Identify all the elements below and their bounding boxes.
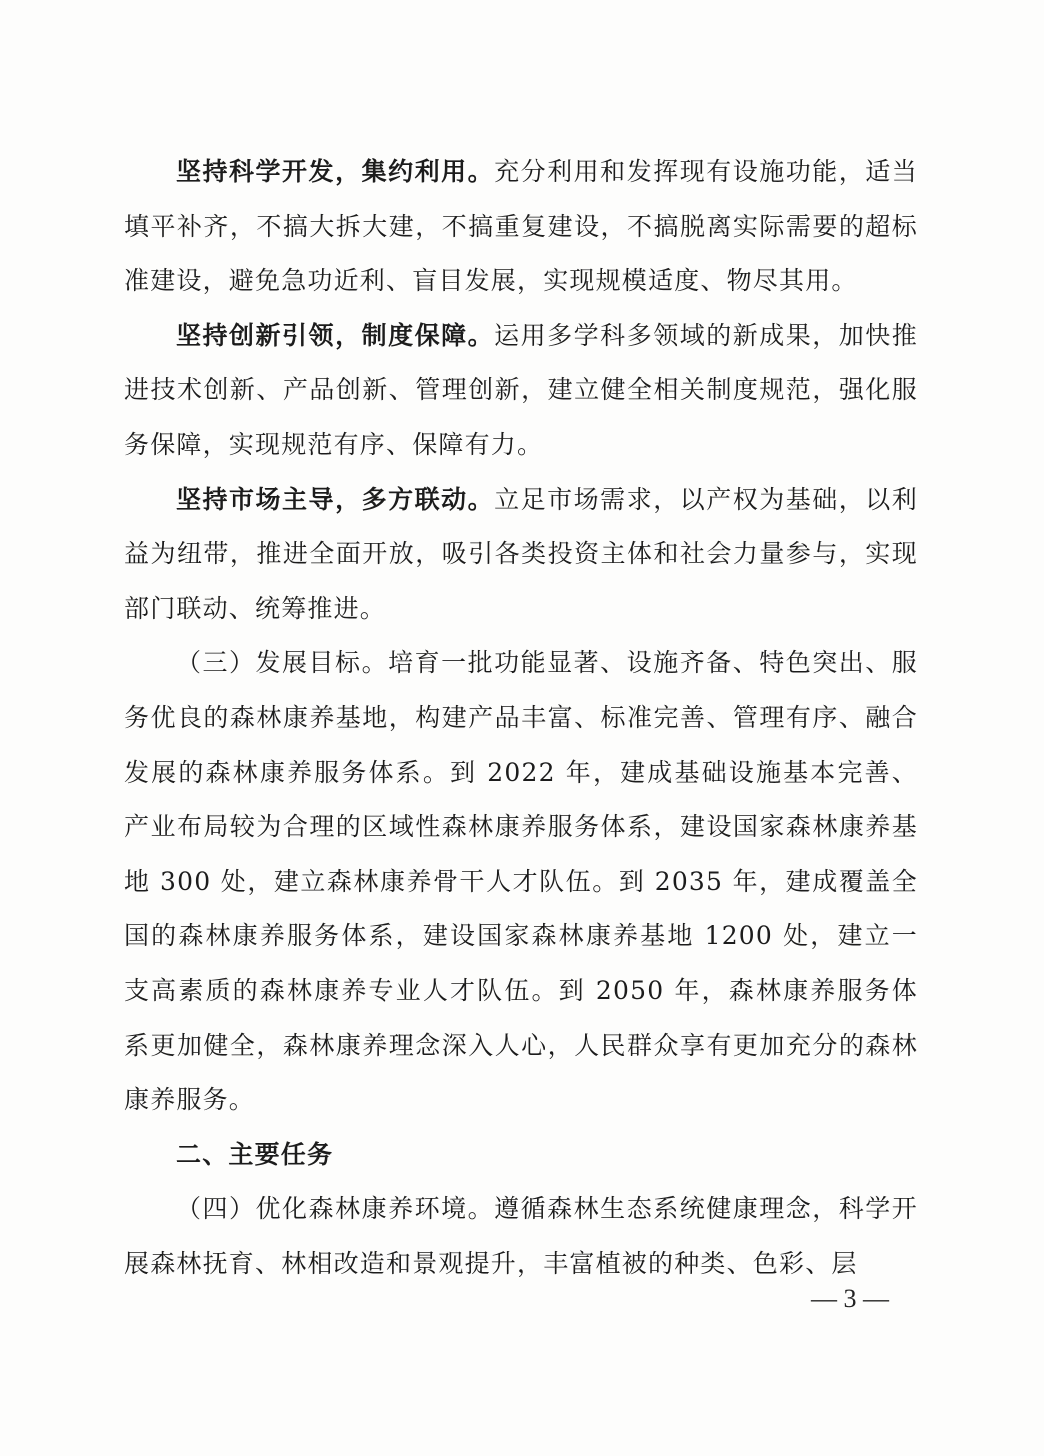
paragraph-text: 培育一批功能显著、设施齐备、特色突出、服务优良的森林康养基地，构建产品丰富、标准完善、管理有序、融合发展的森林康养服务体系。到 2022 年，建成基础设施基本完善、产业布局较为合理的区域性森林康养服务体系，建设国家森林康养基地 300 处，建立森林康养骨干人才队伍。到 2035 年，建成覆盖全国的森林康养服务体系，建设国家森林康养基地 1200 处，建立一支高素质的森林康养专业人才队伍。到 2050 年，森林康养服务体系更加健全，森林康养理念深入人心，人民群众享有更加充分的森林康养服务。: [124, 648, 918, 1115]
paragraph-lead: （四）优化森林康养环境。: [176, 1194, 495, 1224]
section-heading: 二、主要任务: [176, 1139, 334, 1169]
paragraph-lead: 坚持市场主导，多方联动。: [176, 484, 495, 514]
page-number: — 3 —: [811, 1284, 889, 1313]
paragraph-lead: 坚持科学开发，集约利用。: [176, 157, 495, 186]
paragraph-text: 运用多学科多领域的新成果，加快推进技术创新、产品创新、管理创新，建立健全相关制度规范，强化服务保障，实现规范有序、保障有力。: [124, 320, 919, 459]
paragraph-text: 立足市场需求，以产权为基础，以利益为纽带，推进全面开放，吸引各类投资主体和社会力量参与，实现部门联动、统筹推进。: [124, 484, 919, 623]
paragraph-lead: 坚持创新引领，制度保障。: [176, 320, 495, 350]
paragraph-development-goals: [124, 636, 918, 1127]
paragraph-market: [124, 473, 918, 637]
paragraph-text: 遵循森林生态系统健康理念，科学开展森林抚育、林相改造和景观提升，丰富植被的种类、色彩、层: [124, 1194, 919, 1278]
paragraph-lead: （三）发展目标。: [176, 648, 389, 678]
paragraph-optimize-environment: [124, 1182, 918, 1291]
paragraph-text: 充分利用和发挥现有设施功能，适当填平补齐，不搞大拆大建，不搞重复建设，不搞脱离实际需要的超标准建设，避免急功近利、盲目发展，实现规模适度、物尽其用。: [124, 157, 919, 296]
paragraph-science-development: [124, 145, 918, 309]
document-body: [124, 145, 918, 1291]
paragraph-innovation: [124, 309, 918, 473]
